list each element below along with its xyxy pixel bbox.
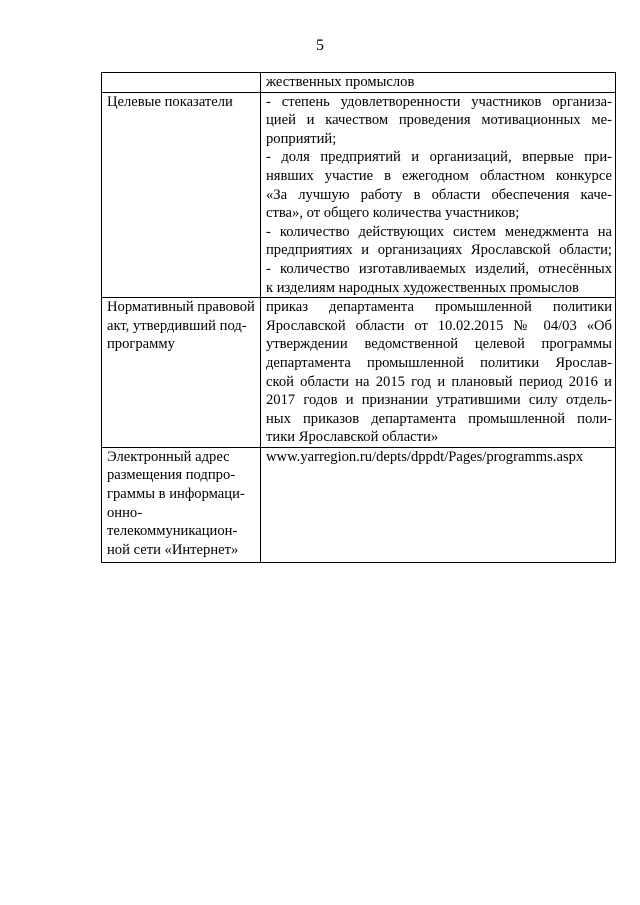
text-line: ства», от общего количества участников;	[266, 205, 520, 222]
text-line: жественных промыслов	[266, 74, 415, 90]
row-value-cell	[261, 298, 616, 448]
row-label-cell	[102, 92, 261, 298]
text-line: ных приказов департамента промышленной поли-	[266, 410, 612, 427]
row-value	[266, 93, 612, 298]
page-number: 5	[316, 37, 324, 54]
text-line: акт, утвердивший под-	[107, 317, 247, 334]
text-line: цией и качеством проведения мотивационных ме-	[266, 112, 612, 129]
text-line: - доля предприятий и организаций, впервые при-	[266, 149, 612, 166]
table-row	[102, 447, 616, 562]
row-label	[107, 448, 257, 560]
row-label-cell	[102, 73, 261, 93]
text-line: тики Ярославской области»	[266, 429, 439, 446]
row-value-cell	[261, 447, 616, 562]
text-line: Нормативный правовой	[107, 299, 255, 316]
text-line: граммы в информаци-	[107, 486, 245, 503]
text-line: - количество действующих систем менеджмента на	[266, 223, 612, 240]
text-line: нявших участие в ежегодном областном конкурсе	[266, 167, 612, 184]
text-line: Ярославской области от 10.02.2015 № 04/03 «Об	[266, 317, 612, 334]
text-line: телекоммуникацион-	[107, 523, 238, 540]
row-value-cell	[261, 73, 616, 93]
text-line: Целевые показатели	[107, 93, 233, 110]
text-line: к изделиям народных художественных промыслов	[266, 279, 579, 296]
row-label-cell	[102, 447, 261, 562]
text-line: онно-	[107, 504, 143, 521]
text-line: приказ департамента промышленной политики	[266, 299, 612, 316]
text-line: роприятий;	[266, 130, 337, 147]
row-value	[266, 73, 612, 92]
text-line: «За лучшую работу в области обеспечения каче-	[266, 186, 612, 203]
row-value-cell	[261, 92, 616, 298]
text-line: 2017 годов и признании утратившими силу отдель-	[266, 392, 612, 409]
text-line: предприятиях и организациях Ярославской области;	[266, 242, 612, 259]
text-line: - степень удовлетворенности участников организа-	[266, 93, 612, 110]
text-line: департамента промышленной политики Ярослав-	[266, 354, 612, 371]
url-text: www.yarregion.ru/depts/dppdt/Pages/programms.aspx	[266, 448, 584, 465]
passport-table	[101, 72, 616, 563]
row-label-cell	[102, 298, 261, 448]
row-label	[107, 93, 257, 112]
text-line: ской области на 2015 год и плановый период 2016 и	[266, 373, 612, 390]
table-row	[102, 92, 616, 298]
row-value	[266, 448, 612, 467]
table-row	[102, 73, 616, 93]
text-line: ной сети «Интернет»	[107, 541, 239, 558]
text-line: Электронный адрес	[107, 448, 230, 465]
table-row	[102, 298, 616, 448]
row-value	[266, 298, 612, 447]
text-line: размещения подпро-	[107, 467, 236, 484]
text-line: - количество изготавливаемых изделий, отнесённых	[266, 260, 612, 277]
row-label	[107, 298, 257, 354]
text-line: утверждении ведомственной целевой программы	[266, 336, 612, 353]
text-line: программу	[107, 336, 175, 353]
